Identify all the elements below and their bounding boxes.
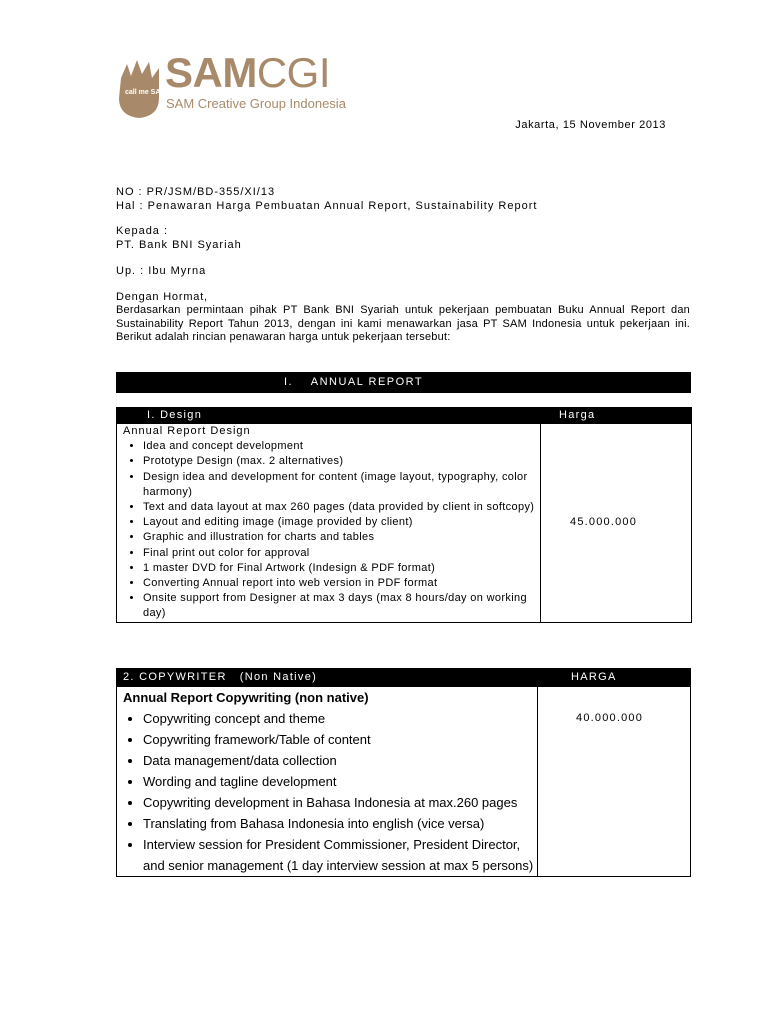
copywriter-title: Annual Report Copywriting (non native)	[123, 690, 369, 705]
list-item: • Layout and editing image (image provided by client)	[143, 515, 540, 530]
list-item: • 1 master DVD for Final Artwork (Indesign & PDF format)	[143, 561, 540, 576]
letter-intro	[116, 291, 690, 344]
logo-wordmark: SAMCGI	[165, 49, 331, 96]
list-item: • Onsite support from Designer at max 3 days (max 8 hours/day on working day)	[143, 591, 540, 621]
copywriter-table-row	[117, 687, 691, 877]
copywriter-items-list	[117, 708, 537, 876]
list-item: • Data management/data collection	[143, 750, 537, 771]
copywriter-header-price: HARGA	[538, 669, 691, 687]
design-title: Annual Report Design	[123, 425, 251, 437]
list-item: • Copywriting development in Bahasa Indonesia at max.260 pages	[143, 792, 537, 813]
design-header-item: I. Design	[117, 408, 541, 424]
design-table-row	[117, 424, 692, 623]
section-header-annual-report	[116, 372, 691, 393]
letter-subject: Hal : Penawaran Harga Pembuatan Annual Report, Sustainability Report	[116, 200, 538, 212]
design-price-table	[116, 407, 692, 623]
recipient-name: PT. Bank BNI Syariah	[116, 239, 242, 251]
list-item: • Copywriting framework/Table of content	[143, 729, 537, 750]
list-item: • Graphic and illustration for charts and tables	[143, 530, 540, 545]
design-table-header	[117, 408, 692, 424]
list-item: • Wording and tagline development	[143, 771, 537, 792]
design-items-list	[117, 439, 540, 621]
section-title: I. ANNUAL REPORT	[284, 376, 424, 388]
list-item: • Converting Annual report into web version in PDF format	[143, 576, 540, 591]
list-item: • Interview session for President Commissioner, President Director, and senior management (1 day interview session at max 5 persons)	[143, 834, 537, 876]
letter-body: Berdasarkan permintaan pihak PT Bank BNI Syariah untuk pekerjaan pembuatan Buku Annual Report dan Sustainability Report Tahun 2013, dengan ini kami menawarkan jasa PT SAM Indonesia untuk pekerjaan ini. Berikut adalah rincian penawaran harga untuk pekerjaan tersebut:	[116, 304, 690, 343]
flame-logo-icon	[115, 58, 169, 120]
list-item: • Prototype Design (max. 2 alternatives)	[143, 454, 540, 469]
letter-date: Jakarta, 15 November 2013	[515, 119, 666, 131]
attention-line: Up. : Ibu Myrna	[116, 265, 207, 277]
design-description-cell	[117, 424, 541, 623]
salutation: Dengan Hormat,	[116, 291, 208, 303]
reference-number: NO : PR/JSM/BD-355/XI/13	[116, 186, 276, 198]
list-item: • Final print out color for approval	[143, 546, 540, 561]
design-price-cell: 45.000.000	[541, 424, 692, 623]
kepada-label: Kepada :	[116, 225, 169, 237]
copywriter-description-cell	[117, 687, 538, 877]
list-item: • Text and data layout at max 260 pages (data provided by client in softcopy)	[143, 500, 540, 515]
copywriter-price-table	[116, 668, 691, 877]
list-item: • Copywriting concept and theme	[143, 708, 537, 729]
copywriter-header-item: 2. COPYWRITER (Non Native)	[117, 669, 538, 687]
copywriter-price-cell: 40.000.000	[538, 687, 691, 877]
design-header-price: Harga	[541, 408, 692, 424]
copywriter-table-header	[117, 669, 691, 687]
logo-tagline: SAM Creative Group Indonesia	[166, 96, 346, 111]
list-item: • Design idea and development for content (image layout, typography, color harmony)	[143, 470, 540, 500]
company-logo	[115, 49, 365, 120]
list-item: • Translating from Bahasa Indonesia into english (vice versa)	[143, 813, 537, 834]
list-item: • Idea and concept development	[143, 439, 540, 454]
svg-text:call me SAM.: call me SAM.	[125, 89, 169, 96]
